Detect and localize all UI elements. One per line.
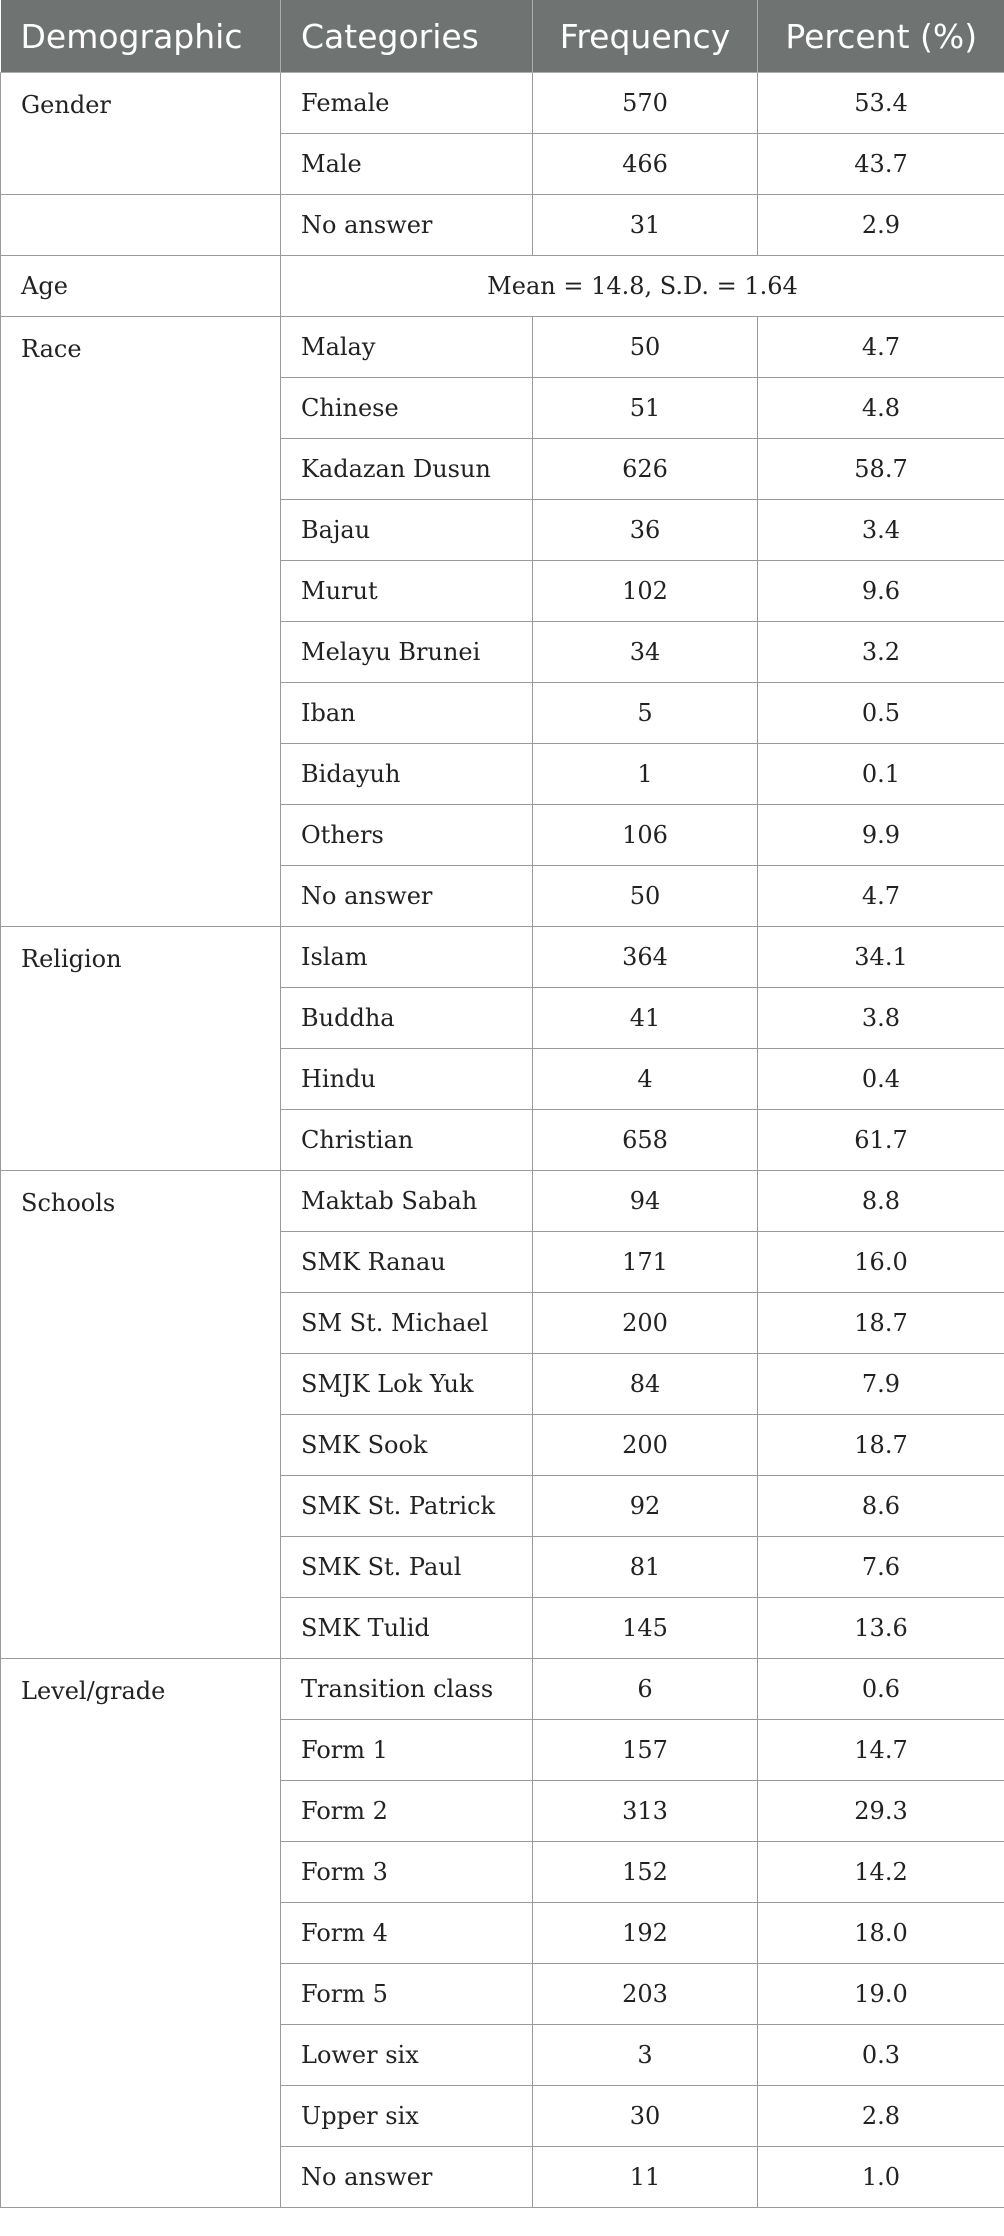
category-cell: Female — [281, 73, 533, 134]
category-cell: Bidayuh — [281, 744, 533, 805]
percent-cell: 0.3 — [758, 2025, 1004, 2086]
category-cell: No answer — [281, 866, 533, 927]
frequency-cell: 92 — [533, 1476, 758, 1537]
category-cell: Upper six — [281, 2086, 533, 2147]
table-row — [1, 73, 1004, 134]
percent-cell: 18.7 — [758, 1293, 1004, 1354]
percent-cell: 16.0 — [758, 1232, 1004, 1293]
frequency-cell: 1 — [533, 744, 758, 805]
percent-cell: 7.9 — [758, 1354, 1004, 1415]
frequency-cell: 145 — [533, 1598, 758, 1659]
frequency-cell: 51 — [533, 378, 758, 439]
frequency-cell: 106 — [533, 805, 758, 866]
frequency-cell: 157 — [533, 1720, 758, 1781]
frequency-cell: 50 — [533, 866, 758, 927]
percent-cell: 8.8 — [758, 1171, 1004, 1232]
group-label — [1, 195, 281, 256]
percent-cell: 0.4 — [758, 1049, 1004, 1110]
category-cell: No answer — [281, 195, 533, 256]
frequency-cell: 658 — [533, 1110, 758, 1171]
category-cell: Form 1 — [281, 1720, 533, 1781]
percent-cell: 13.6 — [758, 1598, 1004, 1659]
percent-cell: 18.7 — [758, 1415, 1004, 1476]
category-cell: Transition class — [281, 1659, 533, 1720]
category-cell: SMK Ranau — [281, 1232, 533, 1293]
percent-cell: 3.2 — [758, 622, 1004, 683]
category-cell: Hindu — [281, 1049, 533, 1110]
frequency-cell: 30 — [533, 2086, 758, 2147]
percent-cell: 14.2 — [758, 1842, 1004, 1903]
frequency-cell: 4 — [533, 1049, 758, 1110]
frequency-cell: 31 — [533, 195, 758, 256]
category-cell: Form 3 — [281, 1842, 533, 1903]
frequency-cell: 203 — [533, 1964, 758, 2025]
percent-cell: 43.7 — [758, 134, 1004, 195]
percent-cell: 1.0 — [758, 2147, 1004, 2208]
frequency-cell: 102 — [533, 561, 758, 622]
category-cell: Lower six — [281, 2025, 533, 2086]
header-categories: Categories — [281, 0, 533, 73]
frequency-cell: 152 — [533, 1842, 758, 1903]
frequency-cell: 5 — [533, 683, 758, 744]
percent-cell: 4.7 — [758, 317, 1004, 378]
table-row — [1, 1659, 1004, 1720]
group-label: Religion — [1, 927, 281, 1171]
percent-cell: 18.0 — [758, 1903, 1004, 1964]
header-row — [1, 0, 1004, 73]
frequency-cell: 200 — [533, 1293, 758, 1354]
category-cell: SM St. Michael — [281, 1293, 533, 1354]
table-row — [1, 195, 1004, 256]
percent-cell: 14.7 — [758, 1720, 1004, 1781]
category-cell: SMK St. Patrick — [281, 1476, 533, 1537]
frequency-cell: 36 — [533, 500, 758, 561]
group-label: Gender — [1, 73, 281, 195]
group-label: Race — [1, 317, 281, 927]
percent-cell: 0.1 — [758, 744, 1004, 805]
category-cell: SMJK Lok Yuk — [281, 1354, 533, 1415]
frequency-cell: 94 — [533, 1171, 758, 1232]
group-label: Age — [1, 256, 281, 317]
category-cell: Male — [281, 134, 533, 195]
frequency-cell: 364 — [533, 927, 758, 988]
percent-cell: 7.6 — [758, 1537, 1004, 1598]
table-row — [1, 317, 1004, 378]
frequency-cell: 34 — [533, 622, 758, 683]
group-label: Schools — [1, 1171, 281, 1659]
header-frequency: Frequency — [533, 0, 758, 73]
category-cell: Buddha — [281, 988, 533, 1049]
category-cell: Melayu Brunei — [281, 622, 533, 683]
frequency-cell: 626 — [533, 439, 758, 500]
group-label: Level/grade — [1, 1659, 281, 2208]
category-cell: Form 2 — [281, 1781, 533, 1842]
percent-cell: 2.8 — [758, 2086, 1004, 2147]
percent-cell: 0.5 — [758, 683, 1004, 744]
category-cell: Malay — [281, 317, 533, 378]
category-cell: Maktab Sabah — [281, 1171, 533, 1232]
frequency-cell: 3 — [533, 2025, 758, 2086]
percent-cell: 61.7 — [758, 1110, 1004, 1171]
percent-cell: 4.7 — [758, 866, 1004, 927]
table-body — [1, 73, 1004, 2208]
category-cell: Iban — [281, 683, 533, 744]
percent-cell: 58.7 — [758, 439, 1004, 500]
percent-cell: 19.0 — [758, 1964, 1004, 2025]
percent-cell: 2.9 — [758, 195, 1004, 256]
frequency-cell: 41 — [533, 988, 758, 1049]
percent-cell: 9.6 — [758, 561, 1004, 622]
percent-cell: 9.9 — [758, 805, 1004, 866]
category-cell: Form 4 — [281, 1903, 533, 1964]
percent-cell: 3.4 — [758, 500, 1004, 561]
frequency-cell: 570 — [533, 73, 758, 134]
category-cell: No answer — [281, 2147, 533, 2208]
percent-cell: 53.4 — [758, 73, 1004, 134]
category-cell: Others — [281, 805, 533, 866]
category-cell: Bajau — [281, 500, 533, 561]
frequency-cell: 84 — [533, 1354, 758, 1415]
frequency-cell: 81 — [533, 1537, 758, 1598]
frequency-cell: 6 — [533, 1659, 758, 1720]
percent-cell: 8.6 — [758, 1476, 1004, 1537]
percent-cell: 3.8 — [758, 988, 1004, 1049]
frequency-cell: 200 — [533, 1415, 758, 1476]
category-cell: Islam — [281, 927, 533, 988]
frequency-cell: 171 — [533, 1232, 758, 1293]
table-row — [1, 927, 1004, 988]
frequency-cell: 466 — [533, 134, 758, 195]
frequency-cell: 313 — [533, 1781, 758, 1842]
percent-cell: 4.8 — [758, 378, 1004, 439]
header-percent: Percent (%) — [758, 0, 1004, 73]
table-row — [1, 1171, 1004, 1232]
category-cell: SMK Tulid — [281, 1598, 533, 1659]
category-cell: Kadazan Dusun — [281, 439, 533, 500]
frequency-cell: 11 — [533, 2147, 758, 2208]
frequency-cell: 50 — [533, 317, 758, 378]
category-cell: SMK St. Paul — [281, 1537, 533, 1598]
percent-cell: 34.1 — [758, 927, 1004, 988]
header-demographic: Demographic — [1, 0, 281, 73]
category-cell: Form 5 — [281, 1964, 533, 2025]
category-cell: Murut — [281, 561, 533, 622]
percent-cell: 29.3 — [758, 1781, 1004, 1842]
table-row — [1, 256, 1004, 317]
percent-cell: 0.6 — [758, 1659, 1004, 1720]
frequency-cell: 192 — [533, 1903, 758, 1964]
category-cell: Christian — [281, 1110, 533, 1171]
category-cell: SMK Sook — [281, 1415, 533, 1476]
age-stats: Mean = 14.8, S.D. = 1.64 — [281, 256, 1004, 317]
category-cell: Chinese — [281, 378, 533, 439]
